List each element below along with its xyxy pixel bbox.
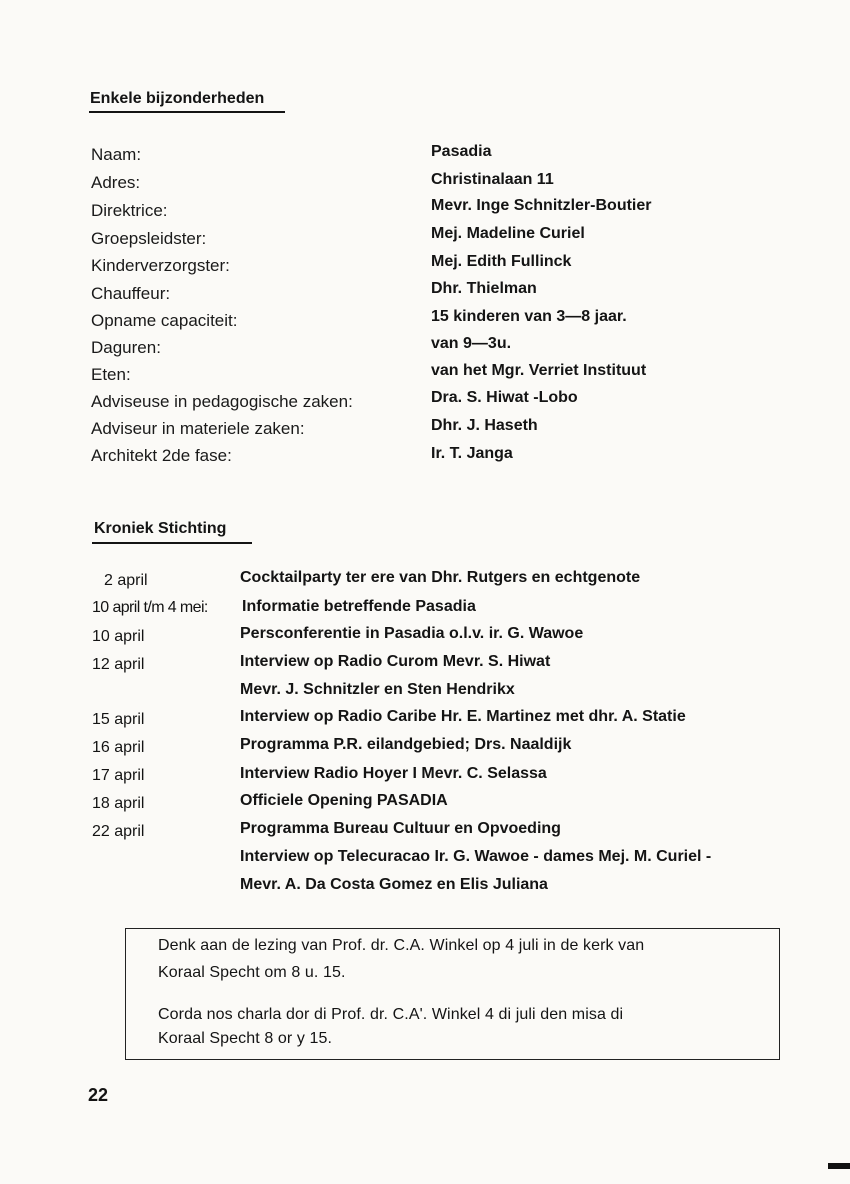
detail-value: Mevr. Inge Schnitzler-Boutier (431, 197, 652, 214)
notice-dutch-line: Koraal Specht om 8 u. 15. (158, 964, 346, 981)
detail-value: Dhr. J. Haseth (431, 417, 538, 434)
chronicle-event: Interview op Radio Caribe Hr. E. Martinez met dhr. A. Statie (240, 708, 686, 725)
chronicle-date: 10 april (92, 628, 145, 645)
chronicle-heading-underline (92, 542, 252, 544)
detail-value: van 9—3u. (431, 335, 512, 352)
detail-label: Direktrice: (91, 201, 168, 220)
chronicle-event: Interview op Radio Curom Mevr. S. Hiwat (240, 653, 551, 670)
chronicle-date: 2 april (104, 572, 148, 589)
chronicle-event: Mevr. A. Da Costa Gomez en Elis Juliana (240, 876, 548, 893)
chronicle-event: Interview Radio Hoyer I Mevr. C. Selassa (240, 765, 547, 782)
details-heading: Enkele bijzonderheden (90, 90, 265, 107)
notice-dutch-line: Denk aan de lezing van Prof. dr. C.A. Winkel op 4 juli in de kerk van (158, 937, 645, 954)
chronicle-event: Informatie betreffende Pasadia (242, 598, 476, 615)
detail-label: Eten: (91, 365, 131, 384)
detail-value: Ir. T. Janga (431, 445, 513, 462)
chronicle-event: Persconferentie in Pasadia o.l.v. ir. G. Wawoe (240, 625, 584, 642)
detail-value: Mej. Edith Fullinck (431, 253, 572, 270)
chronicle-date: 15 april (92, 711, 145, 728)
page-number: 22 (88, 1085, 109, 1105)
detail-label: Adviseuse in pedagogische zaken: (91, 392, 353, 411)
detail-value: van het Mgr. Verriet Instituut (431, 362, 647, 379)
detail-label: Daguren: (91, 338, 161, 357)
chronicle-event: Officiele Opening PASADIA (240, 792, 448, 809)
detail-value: Dhr. Thielman (431, 280, 537, 297)
notice-papiamentu-line: Corda nos charla dor di Prof. dr. C.A'. Winkel 4 di juli den misa di (158, 1006, 624, 1023)
detail-label: Chauffeur: (91, 284, 171, 303)
detail-value: Pasadia (431, 143, 492, 160)
chronicle-date: 18 april (92, 795, 145, 812)
detail-label: Groepsleidster: (91, 229, 207, 248)
chronicle-event: Cocktailparty ter ere van Dhr. Rutgers en echtgenote (240, 569, 641, 586)
details-heading-underline (89, 111, 285, 113)
chronicle-date: 16 april (92, 739, 145, 756)
detail-value: 15 kinderen van 3—8 jaar. (431, 308, 627, 325)
chronicle-date: 12 april (92, 656, 145, 673)
chronicle-date: 10 april t/m 4 mei: (92, 599, 208, 616)
detail-label: Opname capaciteit: (91, 311, 238, 330)
chronicle-event: Programma Bureau Cultuur en Opvoeding (240, 820, 561, 837)
detail-value: Christinalaan 11 (431, 171, 554, 188)
chronicle-event: Mevr. J. Schnitzler en Sten Hendrikx (240, 681, 515, 698)
scan-edge-mark (828, 1163, 850, 1169)
detail-label: Naam: (91, 145, 142, 164)
detail-value: Mej. Madeline Curiel (431, 225, 585, 242)
detail-value: Dra. S. Hiwat -Lobo (431, 389, 578, 406)
detail-label: Architekt 2de fase: (91, 446, 232, 465)
chronicle-date: 22 april (92, 823, 145, 840)
chronicle-date: 17 april (92, 767, 145, 784)
chronicle-heading: Kroniek Stichting (94, 520, 227, 537)
detail-label: Kinderverzorgster: (91, 256, 230, 275)
chronicle-event: Interview op Telecuracao Ir. G. Wawoe - dames Mej. M. Curiel - (240, 848, 712, 865)
detail-label: Adres: (91, 173, 141, 192)
chronicle-event: Programma P.R. eilandgebied; Drs. Naaldijk (240, 736, 572, 753)
notice-papiamentu-line: Koraal Specht 8 or y 15. (158, 1030, 333, 1047)
detail-label: Adviseur in materiele zaken: (91, 419, 305, 438)
